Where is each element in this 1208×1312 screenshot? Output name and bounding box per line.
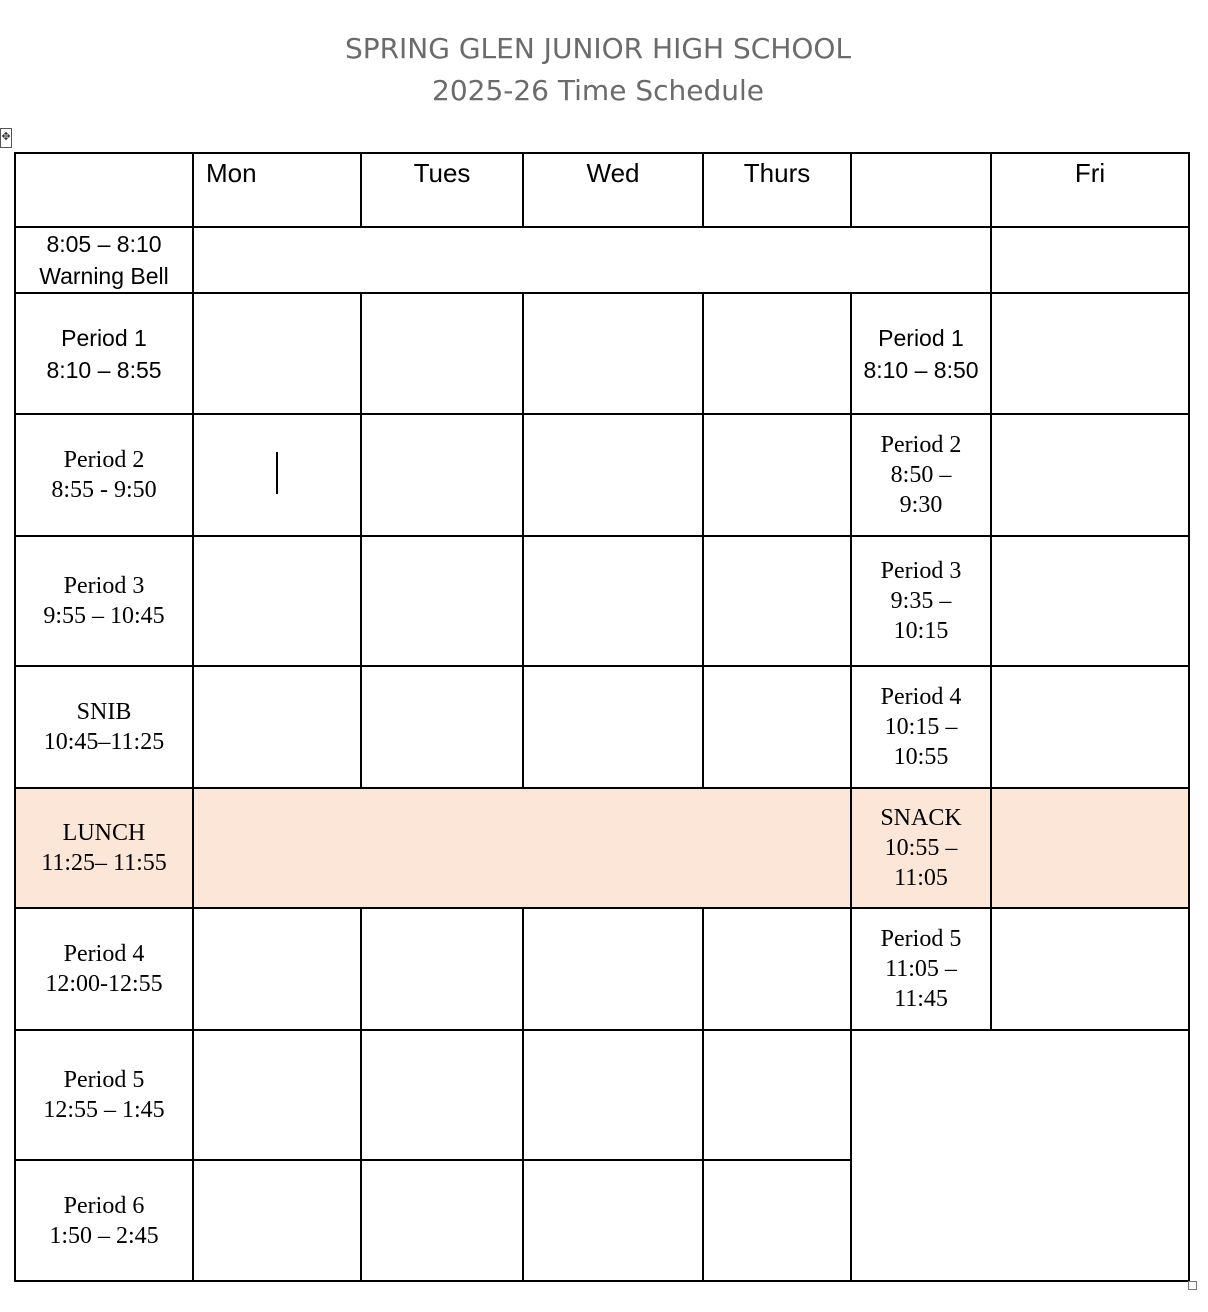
day-header-tues[interactable]: Tues <box>361 153 523 227</box>
period-label[interactable] <box>15 536 193 666</box>
schedule-cell[interactable] <box>523 293 703 414</box>
friday-period-label[interactable] <box>851 293 991 414</box>
schedule-cell[interactable] <box>193 293 361 414</box>
period-name: Period 6 <box>63 1192 145 1219</box>
period-label[interactable] <box>15 293 193 414</box>
friday-period-name: SNACK <box>880 805 962 831</box>
friday-cell[interactable] <box>991 908 1189 1030</box>
friday-period-name: Period 1 <box>878 324 964 351</box>
period-label[interactable] <box>15 908 193 1030</box>
period-label[interactable] <box>15 1030 193 1160</box>
schedule-cell[interactable] <box>193 1030 361 1160</box>
table-row <box>15 293 1189 414</box>
schedule-cell[interactable] <box>193 666 361 788</box>
friday-cell[interactable] <box>991 788 1189 908</box>
period-time: 1:50 – 2:45 <box>49 1222 159 1249</box>
period-label[interactable] <box>15 788 193 908</box>
table-move-handle-icon[interactable]: ✥ <box>0 128 12 148</box>
friday-period-time-start: 11:05 – <box>885 956 957 982</box>
friday-period-label[interactable] <box>851 666 991 788</box>
friday-cell[interactable] <box>991 414 1189 536</box>
table-row <box>15 227 1189 293</box>
table-resize-handle[interactable] <box>1188 1281 1197 1290</box>
schedule-table <box>14 152 1190 1282</box>
friday-period-name: Period 5 <box>880 926 962 952</box>
schedule-cell[interactable] <box>703 536 851 666</box>
schedule-cell[interactable] <box>703 1160 851 1281</box>
lunch-row <box>15 788 1189 908</box>
header-row <box>15 153 1189 227</box>
warning-bell-time: 8:05 – 8:10 <box>46 231 162 257</box>
friday-period-time-end: 11:05 <box>894 865 948 891</box>
schedule-cell[interactable] <box>361 666 523 788</box>
friday-period-time-end: 10:15 <box>893 618 949 644</box>
period-time: 12:55 – 1:45 <box>43 1097 165 1123</box>
header-corner-cell[interactable] <box>15 153 193 227</box>
period-time: 8:10 – 8:55 <box>46 356 162 383</box>
table-row <box>15 666 1189 788</box>
period-name: Period 4 <box>63 941 145 967</box>
warning-bell-label[interactable] <box>15 227 193 293</box>
friday-period-label[interactable] <box>851 536 991 666</box>
schedule-cell[interactable] <box>703 1030 851 1160</box>
schedule-cell[interactable] <box>361 293 523 414</box>
friday-period-label[interactable] <box>851 414 991 536</box>
friday-period-time: 8:10 – 8:50 <box>863 356 979 383</box>
period-name: SNIB <box>76 699 132 725</box>
friday-cell[interactable] <box>991 293 1189 414</box>
empty-merged-cell[interactable] <box>851 1030 1189 1281</box>
schedule-cell[interactable] <box>193 536 361 666</box>
schedule-cell[interactable] <box>361 1160 523 1281</box>
friday-cell[interactable] <box>991 536 1189 666</box>
period-time: 8:55 - 9:50 <box>51 477 157 503</box>
friday-period-time-start: 10:55 – <box>884 835 958 861</box>
friday-cell[interactable] <box>991 666 1189 788</box>
schedule-cell[interactable] <box>193 908 361 1030</box>
schedule-cell[interactable] <box>361 536 523 666</box>
schedule-cell[interactable] <box>703 414 851 536</box>
day-header-fri[interactable]: Fri <box>991 153 1189 227</box>
friday-period-name: Period 4 <box>880 684 962 710</box>
period-label[interactable] <box>15 666 193 788</box>
schedule-cell[interactable] <box>703 293 851 414</box>
table-row <box>15 1030 1189 1160</box>
friday-period-time-end: 10:55 <box>893 744 949 770</box>
period-label[interactable] <box>15 1160 193 1281</box>
day-header-blank[interactable] <box>851 153 991 227</box>
friday-period-time-end: 9:30 <box>899 492 943 518</box>
schedule-cell[interactable] <box>523 536 703 666</box>
document-title: SPRING GLEN JUNIOR HIGH SCHOOL <box>344 32 852 65</box>
friday-period-time-start: 9:35 – <box>890 588 952 614</box>
schedule-cell[interactable] <box>703 908 851 1030</box>
schedule-cell[interactable] <box>193 414 361 536</box>
period-time: 12:00-12:55 <box>45 971 163 997</box>
day-header-wed[interactable]: Wed <box>523 153 703 227</box>
table-row <box>15 536 1189 666</box>
warning-bell-span-cell[interactable] <box>193 227 991 293</box>
schedule-cell[interactable] <box>703 666 851 788</box>
friday-period-time-end: 11:45 <box>894 986 948 1012</box>
period-name: Period 5 <box>63 1067 145 1093</box>
table-row <box>15 414 1189 536</box>
friday-period-name: Period 3 <box>880 558 962 584</box>
schedule-cell[interactable] <box>361 908 523 1030</box>
schedule-cell[interactable] <box>523 666 703 788</box>
friday-period-label[interactable] <box>851 908 991 1030</box>
friday-period-name: Period 2 <box>880 432 962 458</box>
friday-period-label[interactable] <box>851 788 991 908</box>
period-name: Period 2 <box>63 447 145 473</box>
period-name: LUNCH <box>62 820 146 846</box>
schedule-cell[interactable] <box>523 1160 703 1281</box>
friday-period-time-start: 8:50 – <box>890 462 952 488</box>
schedule-cell[interactable] <box>361 1030 523 1160</box>
schedule-cell[interactable] <box>193 1160 361 1281</box>
friday-cell[interactable] <box>991 227 1189 293</box>
day-header-mon[interactable]: Mon <box>193 153 361 227</box>
schedule-cell[interactable] <box>523 1030 703 1160</box>
document-subtitle: 2025-26 Time Schedule <box>432 74 764 107</box>
period-name: Period 3 <box>63 573 145 599</box>
period-time: 11:25– 11:55 <box>41 850 167 876</box>
day-header-thurs[interactable]: Thurs <box>703 153 851 227</box>
period-name: Period 1 <box>61 324 147 351</box>
schedule-cell[interactable] <box>523 414 703 536</box>
table-row <box>15 908 1189 1030</box>
period-time: 10:45–11:25 <box>43 729 165 755</box>
warning-bell-text: Warning Bell <box>39 263 169 289</box>
lunch-span-cell[interactable] <box>193 788 851 908</box>
period-time: 9:55 – 10:45 <box>43 603 165 629</box>
text-cursor <box>276 452 278 494</box>
friday-period-time-start: 10:15 – <box>884 714 958 740</box>
schedule-cell[interactable] <box>523 908 703 1030</box>
period-label[interactable] <box>15 414 193 536</box>
schedule-cell[interactable] <box>361 414 523 536</box>
